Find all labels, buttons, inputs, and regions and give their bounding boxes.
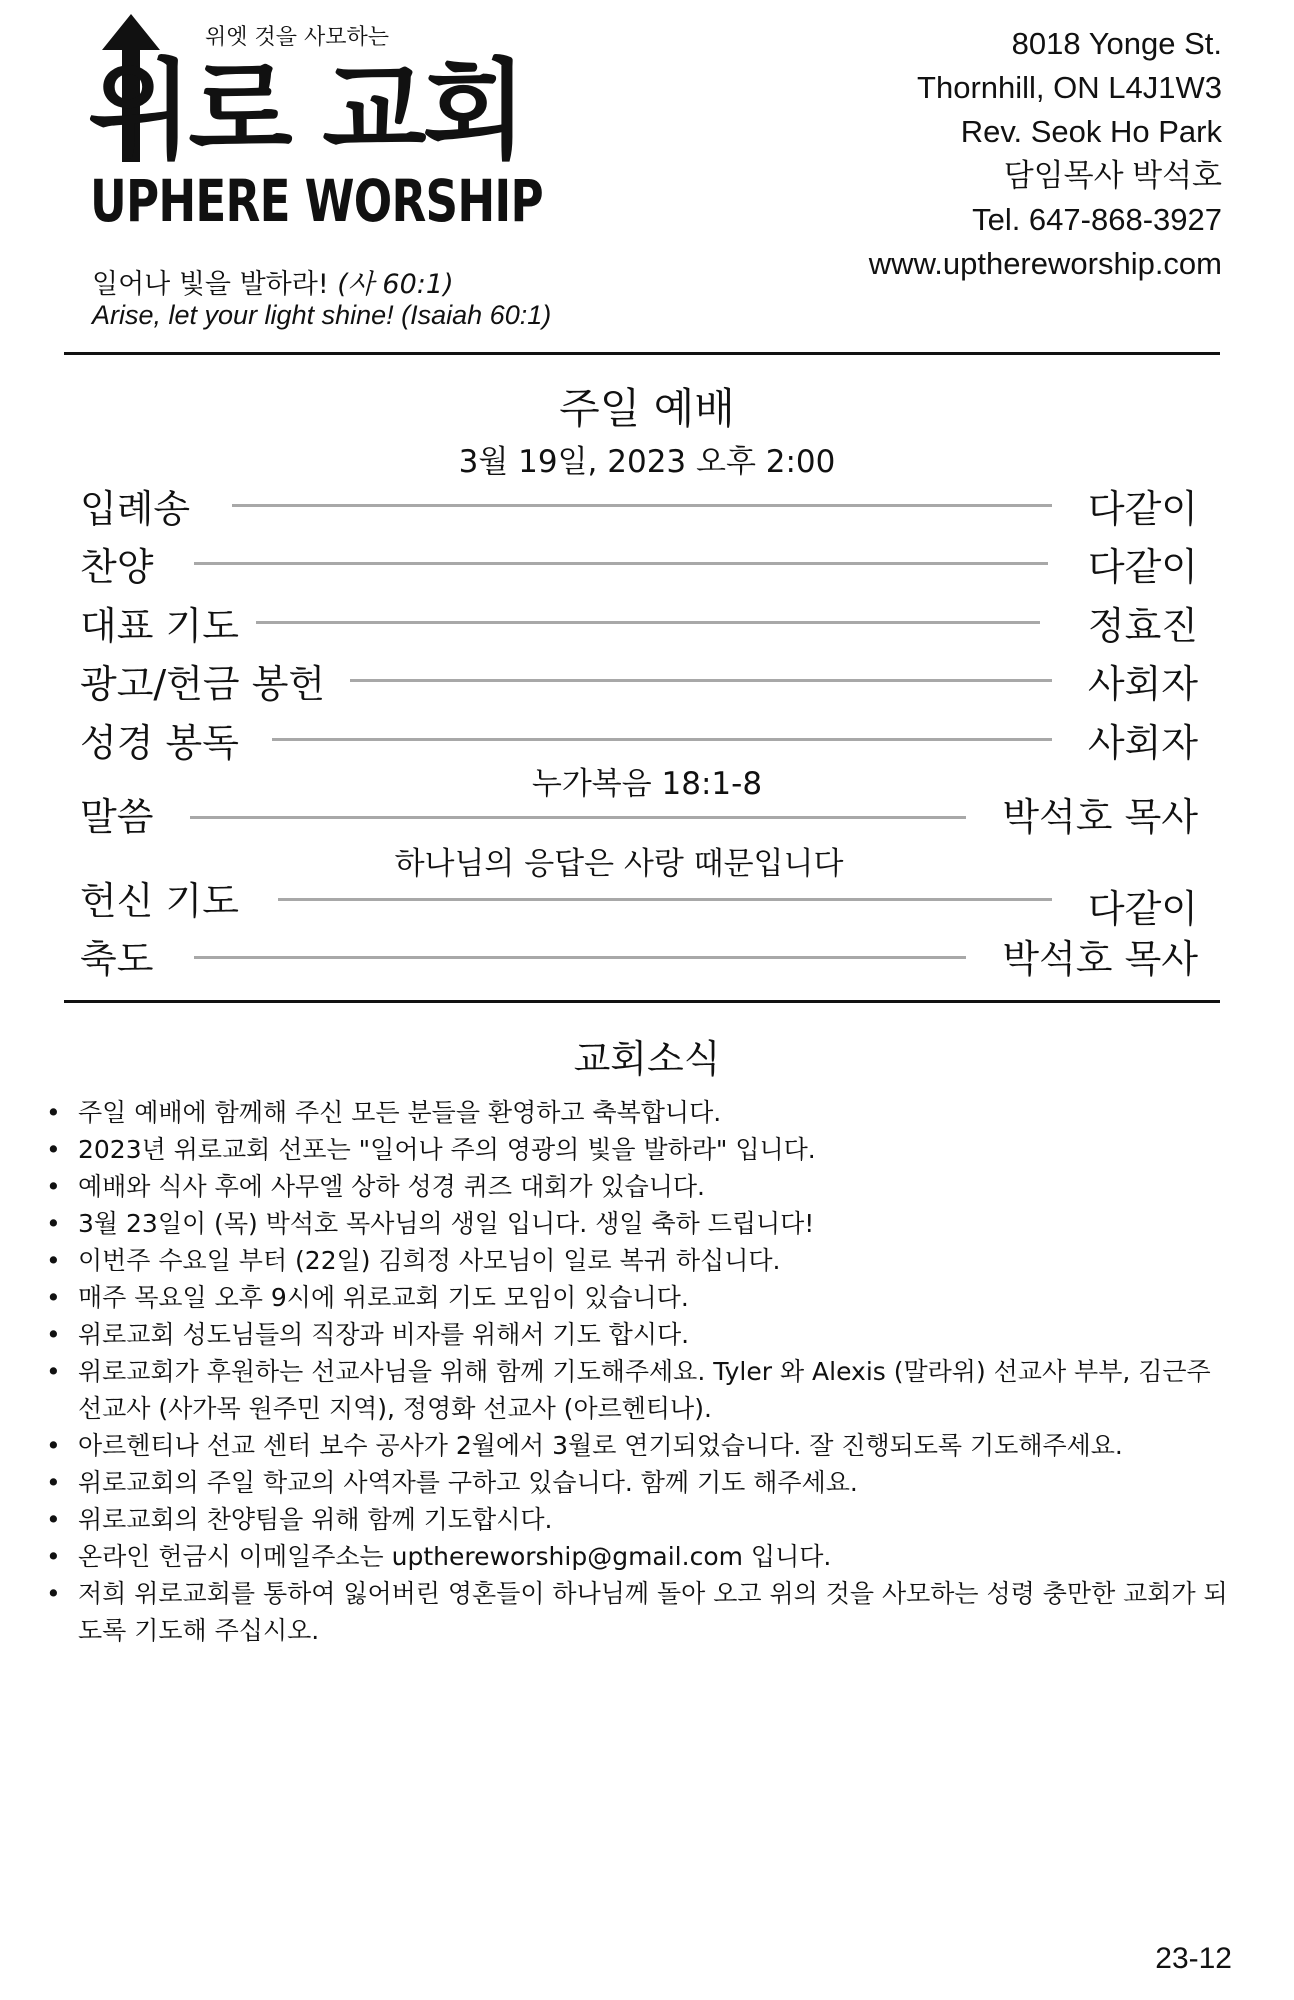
middle-divider (64, 1000, 1220, 1003)
news-item: • 주일 예배에 함께해 주신 모든 분들을 환영하고 축복합니다. (40, 1094, 1240, 1131)
order-item-praise (80, 536, 1198, 589)
news-item: • 온라인 헌금시 이메일주소는 upthereworship@gmail.com 입니다. (40, 1538, 1240, 1575)
top-divider (64, 352, 1220, 355)
order-leader: 박석호 목사 (1002, 937, 1198, 981)
service-datetime: 3월 19일, 2023 오후 2:00 (458, 444, 836, 480)
order-leader: 다같이 (1087, 545, 1198, 589)
address-city: Thornhill, ON L4J1W3 (917, 70, 1222, 105)
service-title: 주일 예배 (559, 384, 735, 433)
news-item: • 저희 위로교회를 통하여 잃어버린 영혼들이 하나님께 돌아 오고 위의 것을 사모하는 성령 충만한 교회가 되도록 기도해 주십시오. (40, 1575, 1240, 1649)
address-street: 8018 Yonge St. (1011, 26, 1222, 61)
news-item: • 위로교회 성도님들의 직장과 비자를 위해서 기도 합시다. (40, 1316, 1240, 1353)
order-leader: 정효진 (1087, 604, 1198, 648)
order-item-opening-hymn (80, 478, 1198, 531)
news-title: 교회소식 (573, 1037, 721, 1081)
order-leader: 박석호 목사 (1002, 795, 1198, 839)
pastor-name-korean: 담임목사 박석호 (1003, 158, 1222, 193)
news-item: • 3월 23일이 (목) 박석호 목사님의 생일 입니다. 생일 축하 드립니다! (40, 1205, 1240, 1242)
news-list (40, 1094, 1240, 1649)
order-item-scripture-reading (80, 712, 1198, 765)
order-label: 찬양 (80, 545, 154, 589)
leader-line (194, 562, 1048, 565)
website-link[interactable]: www.upthereworship.com (868, 246, 1222, 281)
news-item: • 위로교회의 찬양팀을 위해 함께 기도합시다. (40, 1501, 1240, 1538)
phone-number: Tel. 647-868-3927 (972, 202, 1222, 237)
leader-line (350, 679, 1052, 682)
verse-korean-text: 일어나 빛을 발하라! (92, 269, 329, 300)
order-label: 말씀 (80, 795, 154, 839)
scripture-reference: 누가복음 18:1-8 (531, 766, 763, 802)
order-label: 입례송 (80, 487, 191, 531)
order-label: 성경 봉독 (80, 721, 239, 765)
order-label: 헌신 기도 (80, 879, 239, 923)
order-leader: 사회자 (1087, 662, 1198, 706)
verse-korean-ref: (사 60:1) (328, 269, 454, 300)
church-address (869, 22, 1222, 286)
leader-line (272, 738, 1052, 741)
leader-line (256, 621, 1040, 624)
verse-korean (92, 262, 454, 301)
logo-tagline: 위엣 것을 사모하는 (205, 25, 390, 50)
order-item-offering (80, 653, 1198, 706)
order-leader: 사회자 (1087, 721, 1198, 765)
order-item-benediction (80, 928, 1198, 981)
news-item: • 아르헨티나 선교 센터 보수 공사가 2월에서 3월로 연기되었습니다. 잘 진행되도록 기도해주세요. (40, 1427, 1240, 1464)
order-label: 광고/헌금 봉헌 (80, 662, 326, 706)
news-item: • 위로교회의 주일 학교의 사역자를 구하고 있습니다. 함께 기도 해주세요. (40, 1464, 1240, 1501)
leader-line (190, 816, 966, 819)
order-leader: 다같이 (1087, 487, 1198, 531)
sermon-title: 하나님의 응답은 사랑 때문입니다 (394, 846, 844, 882)
news-item: • 2023년 위로교회 선포는 "일어나 주의 영광의 빛을 발하라" 입니다. (40, 1131, 1240, 1168)
order-leader: 다같이 (1087, 887, 1198, 931)
order-item-representative-prayer (80, 595, 1198, 648)
leader-line (232, 504, 1052, 507)
logo-english: UPHERE WORSHIP (90, 167, 543, 235)
leader-line (278, 898, 1052, 901)
order-item-dedication-prayer (80, 870, 1198, 931)
logo-korean: 위로 교회 (88, 49, 523, 174)
news-item: • 매주 목요일 오후 9시에 위로교회 기도 모임이 있습니다. (40, 1279, 1240, 1316)
page-code: 23-12 (1155, 1942, 1232, 1975)
pastor-name-english: Rev. Seok Ho Park (960, 114, 1222, 149)
news-item: • 이번주 수요일 부터 (22일) 김희정 사모님이 일로 복귀 하십니다. (40, 1242, 1240, 1279)
leader-line (194, 956, 966, 959)
order-label: 축도 (80, 937, 154, 981)
news-item: • 위로교회가 후원하는 선교사님을 위해 함께 기도해주세요. Tyler 와 Alexis (말라위) 선교사 부부, 김근주 선교사 (사가목 원주민 지역), 정영화 선교사 (아르헨티나). (40, 1353, 1240, 1427)
news-item: • 예배와 식사 후에 사무엘 상하 성경 퀴즈 대회가 있습니다. (40, 1168, 1240, 1205)
verse-english: Arise, let your light shine! (Isaiah 60:1) (92, 300, 552, 330)
order-item-sermon (80, 786, 1198, 839)
order-label: 대표 기도 (80, 604, 239, 648)
